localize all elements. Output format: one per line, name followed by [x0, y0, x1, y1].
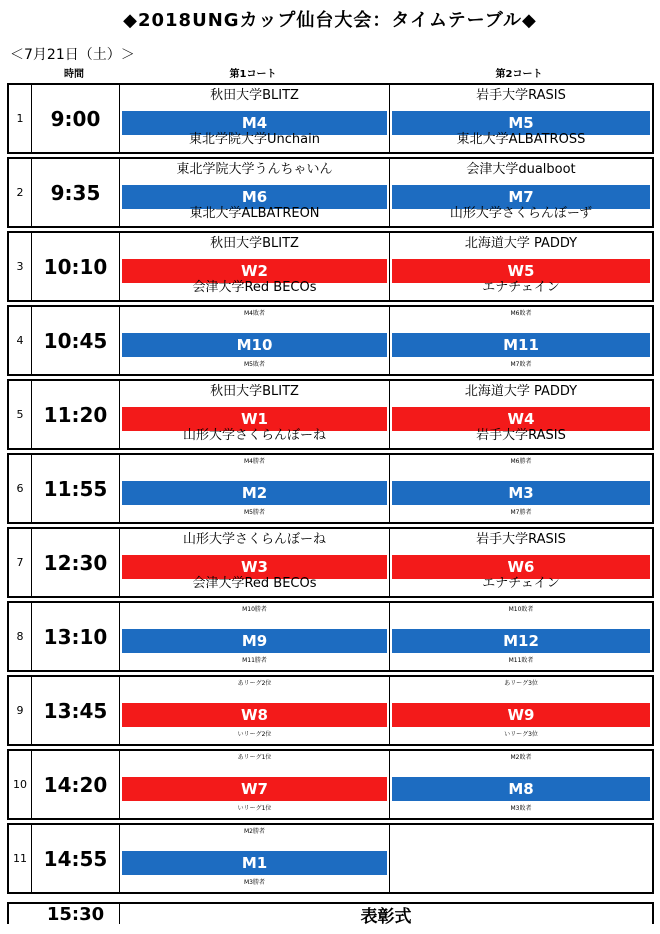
event-date: ＜7月21日（土）＞: [10, 47, 135, 63]
note-top: M2敗者: [510, 754, 532, 761]
slot-time: 12:30: [32, 529, 120, 596]
note-top: M4敗者: [244, 310, 265, 317]
match-bar: M10: [122, 333, 387, 357]
court2-cell: [390, 677, 652, 744]
court2-cell: [390, 529, 652, 596]
court1-cell: [120, 381, 390, 448]
team-bottom: エナチェイン: [482, 576, 560, 591]
court1-cell: [120, 603, 390, 670]
court2-cell: [390, 307, 652, 374]
note-bottom: いリーグ3位: [504, 731, 538, 738]
team-top: 岩手大学RASIS: [476, 532, 566, 547]
match-bar: W4: [392, 407, 650, 431]
note-top: M2勝者: [244, 828, 265, 835]
slot-number: 10: [9, 751, 32, 818]
slot-time: 11:20: [32, 381, 120, 448]
note-bottom: M7勝者: [510, 509, 532, 516]
court2-cell: [390, 751, 652, 818]
team-top: 会津大学dualboot: [466, 162, 576, 177]
ceremony-label: 表彰式: [360, 906, 412, 927]
time-slot-block: [7, 453, 654, 524]
slot-time: 11:55: [32, 455, 120, 522]
time-slot-block: [7, 675, 654, 746]
court1-cell: [120, 825, 390, 892]
court1-cell: [120, 159, 390, 226]
note-bottom: いリーグ1位: [237, 805, 272, 812]
timetable: [7, 67, 654, 927]
time-slot-block: [7, 305, 654, 376]
court2-cell: [390, 85, 652, 152]
time-slot-block: [7, 823, 654, 894]
court2-cell: [390, 159, 652, 226]
time-slot-block: [7, 749, 654, 820]
time-slot-block: [7, 601, 654, 672]
note-top: M6勝者: [510, 458, 532, 465]
court2-cell: [390, 233, 652, 300]
team-top: 秋田大学BLITZ: [210, 384, 299, 399]
slot-time: 13:45: [32, 677, 120, 744]
time-slot-block: [7, 379, 654, 450]
note-top: M6敗者: [510, 310, 532, 317]
note-bottom: M5敗者: [244, 361, 265, 368]
team-top: 山形大学さくらんぼーね: [182, 532, 326, 547]
court1-cell: [120, 677, 390, 744]
court1-cell: [120, 307, 390, 374]
note-bottom: いリーグ2位: [237, 731, 272, 738]
slot-time: 9:00: [32, 85, 120, 152]
slot-number: 2: [9, 159, 32, 226]
court2-cell: [390, 603, 652, 670]
team-bottom: 会津大学Red BECOs: [192, 576, 317, 591]
header-court1: 第1コート: [229, 69, 277, 80]
slot-number: 3: [9, 233, 32, 300]
match-bar: W6: [392, 555, 650, 579]
team-bottom: 山形大学さくらんぼーね: [182, 428, 326, 443]
ceremony-row: [7, 902, 654, 927]
note-top: M4勝者: [244, 458, 265, 465]
team-bottom: エナチェイン: [482, 280, 560, 295]
team-bottom: 東北大学ALBATREON: [189, 206, 320, 221]
time-slot-block: [7, 231, 654, 302]
note-bottom: M3勝者: [244, 879, 265, 886]
note-top: あリーグ2位: [237, 680, 272, 687]
note-bottom: M11勝者: [242, 657, 267, 664]
slot-time: 10:45: [32, 307, 120, 374]
note-bottom: M3敗者: [510, 805, 532, 812]
time-slot-block: [7, 527, 654, 598]
team-bottom: 山形大学さくらんぼーず: [449, 206, 593, 221]
slot-time: 14:55: [32, 825, 120, 892]
team-bottom: 東北学院大学Unchain: [189, 132, 320, 147]
match-bar: M9: [122, 629, 387, 653]
match-bar: M8: [392, 777, 650, 801]
team-top: 秋田大学BLITZ: [210, 88, 299, 103]
slot-number: 6: [9, 455, 32, 522]
slot-time: 13:10: [32, 603, 120, 670]
team-top: 北海道大学 PADDY: [464, 236, 578, 251]
note-bottom: M11敗者: [508, 657, 534, 664]
page-title: ◆2018UNGカップ仙台大会：タイムテーブル◆: [123, 10, 537, 31]
court2-cell: [390, 381, 652, 448]
match-bar: W9: [392, 703, 650, 727]
court2-cell: [390, 455, 652, 522]
court1-cell: [120, 233, 390, 300]
slot-number: 8: [9, 603, 32, 670]
time-slot-block: [7, 83, 654, 154]
slot-number: 4: [9, 307, 32, 374]
note-top: あリーグ3位: [504, 680, 538, 687]
slot-time: 14:20: [32, 751, 120, 818]
match-bar: W5: [392, 259, 650, 283]
slot-time: 10:10: [32, 233, 120, 300]
match-bar: M3: [392, 481, 650, 505]
match-bar: W3: [122, 555, 387, 579]
slot-time: 9:35: [32, 159, 120, 226]
court1-cell: [120, 85, 390, 152]
team-top: 秋田大学BLITZ: [210, 236, 299, 251]
court2-cell: [390, 825, 652, 892]
slot-number: 11: [9, 825, 32, 892]
note-bottom: M5勝者: [244, 509, 265, 516]
team-bottom: 岩手大学RASIS: [476, 428, 566, 443]
court1-cell: [120, 529, 390, 596]
match-bar: W8: [122, 703, 387, 727]
team-bottom: 東北大学ALBATROSS: [456, 132, 586, 147]
match-bar: W2: [122, 259, 387, 283]
match-bar: M4: [122, 111, 387, 135]
slot-number: 5: [9, 381, 32, 448]
team-top: 東北学院大学うんちゃいん: [176, 162, 333, 177]
court1-cell: [120, 455, 390, 522]
note-top: あリーグ1位: [237, 754, 272, 761]
slot-number: 1: [9, 85, 32, 152]
ceremony-time: 15:30: [32, 904, 120, 924]
note-bottom: M7敗者: [510, 361, 532, 368]
match-bar: W7: [122, 777, 387, 801]
slot-number: 7: [9, 529, 32, 596]
team-top: 北海道大学 PADDY: [464, 384, 578, 399]
match-bar: M11: [392, 333, 650, 357]
match-bar: M2: [122, 481, 387, 505]
time-slot-block: [7, 157, 654, 228]
note-top: M10敗者: [508, 606, 534, 613]
match-bar: M6: [122, 185, 387, 209]
team-top: 岩手大学RASIS: [476, 88, 566, 103]
match-bar: M12: [392, 629, 650, 653]
court1-cell: [120, 751, 390, 818]
match-bar: M5: [392, 111, 650, 135]
match-bar: M1: [122, 851, 387, 875]
header-time: 時間: [64, 69, 84, 80]
match-bar: M7: [392, 185, 650, 209]
note-top: M10勝者: [242, 606, 267, 613]
header-court2: 第2コート: [495, 69, 543, 80]
team-bottom: 会津大学Red BECOs: [192, 280, 317, 295]
match-bar: W1: [122, 407, 387, 431]
slot-number: 9: [9, 677, 32, 744]
